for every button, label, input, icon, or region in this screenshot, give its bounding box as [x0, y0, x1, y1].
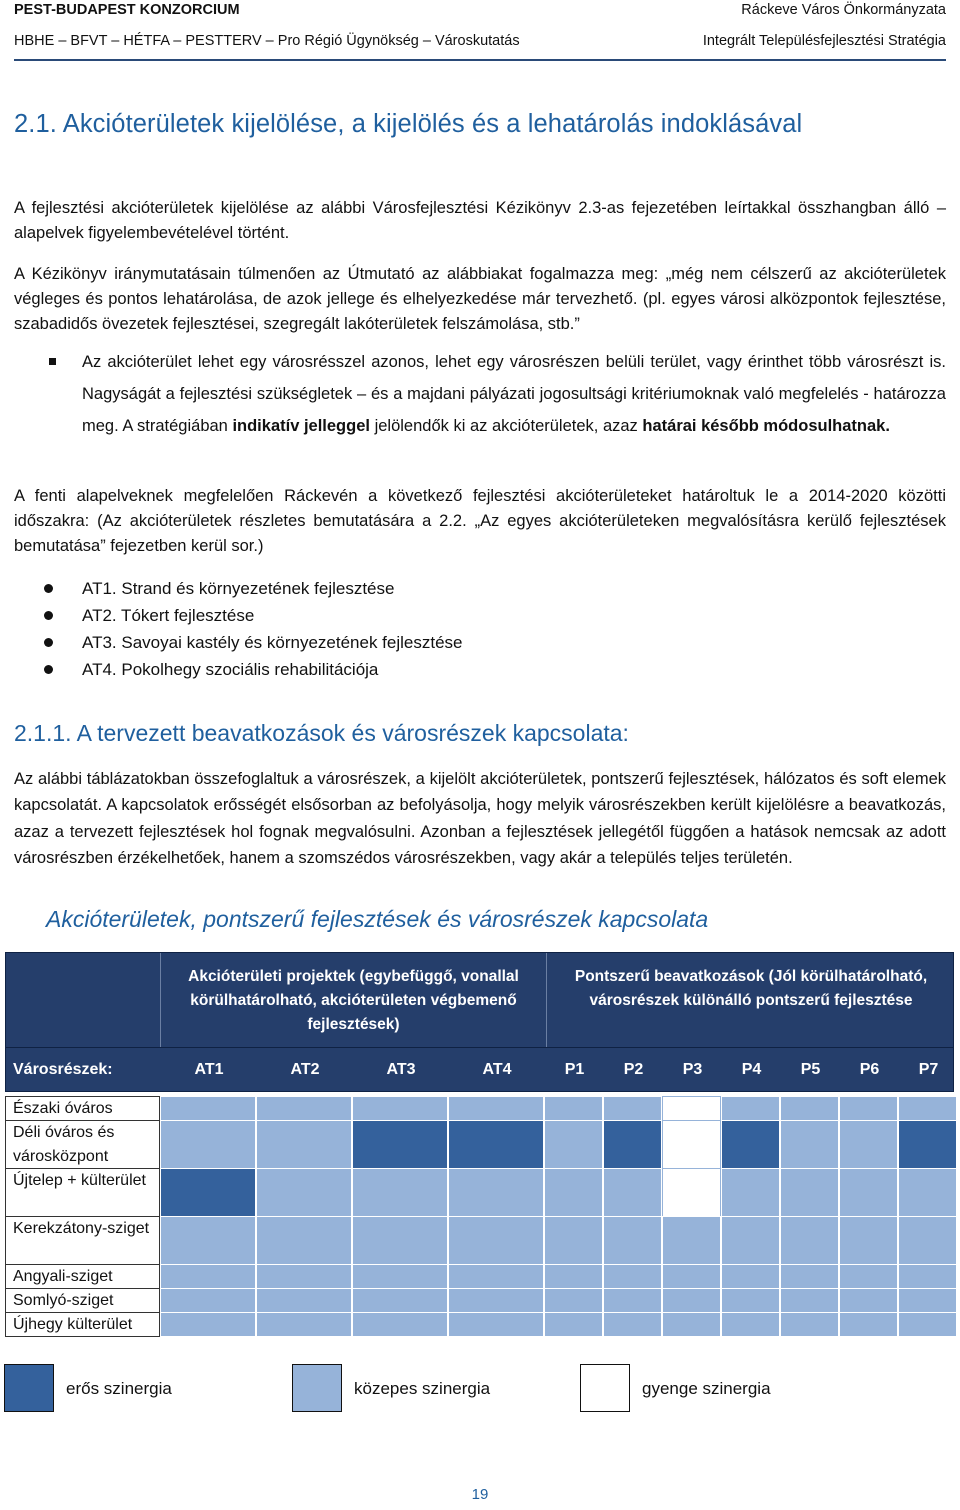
synergy-cell-m	[256, 1288, 352, 1313]
header-rule	[14, 59, 946, 61]
synergy-cell-w	[662, 1096, 721, 1121]
list-item: AT4. Pokolhegy szociális rehabilitációja	[44, 656, 462, 683]
column-header-p4: P4	[741, 1061, 762, 1078]
page-header	[14, 0, 946, 60]
table-column-header	[5, 1048, 954, 1092]
synergy-cell-m	[780, 1096, 839, 1121]
table-group-header	[5, 952, 954, 1048]
synergy-cell-m	[898, 1096, 957, 1121]
bullet-text-a: Az akcióterület lehet egy városrésszel azonos, lehet egy városrészen belüli terület, vagy érinthet több városrészt is. Nagyságát a fejlesztési szükségletek – és a majdani pályázati jogosultsági kritériumoknak való megfelelés - határozza meg. A stratégiában	[82, 353, 946, 435]
paragraph-4: Az alábbi táblázatokban összefoglaltuk a városrészek, a kijelölt akcióterületek, pontszerű fejlesztések, hálózatos és soft elemek kapcsolatát. A kapcsolatok erősségét elsősorban az befolyásolja, hogy melyik városrészekben került kijelölésre a beavatkozás, azaz a tervezett fejlesztések hol fognak megvalósulni. Azonban a fejlesztések jellegétől függően a hatások nemcsak az adott városrészben érzékelhetőek, hanem a szomszédos városrészekben, vagy akár a település teljes területén.	[14, 770, 946, 868]
synergy-cell-m	[839, 1288, 898, 1313]
synergy-cell-m	[256, 1264, 352, 1289]
subsection-heading: 2.1.1. A tervezett beavatkozások és városrészek kapcsolata:	[14, 720, 629, 746]
synergy-cell-m	[839, 1312, 898, 1337]
bullet-icon	[44, 665, 53, 674]
column-header-p3: P3	[682, 1061, 703, 1078]
group-header-action-areas: Akcióterületi projektek (egybefüggő, vonallal körülhatárolható, akcióterületen végbemenő fejlesztések)	[188, 968, 519, 1033]
list-item: AT1. Strand és környezetének fejlesztése	[44, 575, 462, 602]
legend-swatch-s	[4, 1364, 54, 1412]
synergy-cell-m	[160, 1288, 256, 1313]
synergy-cell-m	[721, 1312, 780, 1337]
synergy-cell-m	[839, 1096, 898, 1121]
table-row-label: Újhegy külterület	[5, 1312, 160, 1337]
synergy-cell-m	[544, 1120, 603, 1169]
column-header-p1: P1	[564, 1061, 585, 1078]
list-item: AT2. Tókert fejlesztése	[44, 602, 462, 629]
square-bullet-icon	[49, 358, 56, 365]
synergy-cell-m	[721, 1096, 780, 1121]
synergy-cell-m	[721, 1168, 780, 1217]
paragraph-3: A fenti alapelveknek megfelelően Ráckevén a következő fejlesztési akcióterületeket határoltuk le a 2014-2020 közötti időszakra: (Az akcióterületek részletes bemutatására a 2.2. „Az egyes akcióterületeken megvalósításra kerülő fejlesztések bemutatása” fejezetben kerül sor.)	[14, 487, 946, 555]
synergy-cell-m	[898, 1288, 957, 1313]
synergy-cell-s	[898, 1120, 957, 1169]
synergy-cell-s	[721, 1120, 780, 1169]
row-header-label: Városrészek:	[13, 1061, 113, 1078]
synergy-cell-m	[780, 1120, 839, 1169]
column-header-p5: P5	[800, 1061, 821, 1078]
paragraph-2: A Kézikönyv iránymutatásain túlmenően az Útmutató az alábbiakat fogalmazza meg: „még nem célszerű az akcióterületek végleges és pontos lehatárolása, de azok jellege és elhelyezkedése már tervezhető. (pl. egyes városi alközpontok fejlesztése, szabadidős övezetek fejlesztései, szegregált lakóterületek felszámolása, stb.”	[14, 265, 946, 333]
synergy-cell-s	[160, 1168, 256, 1217]
column-header-p7: P7	[918, 1061, 939, 1078]
synergy-cell-m	[780, 1216, 839, 1265]
square-bullet	[46, 346, 946, 442]
legend-swatch-w	[580, 1364, 630, 1412]
synergy-cell-m	[352, 1288, 448, 1313]
synergy-cell-m	[898, 1264, 957, 1289]
synergy-cell-m	[352, 1168, 448, 1217]
synergy-cell-m	[603, 1288, 662, 1313]
synergy-cell-m	[662, 1264, 721, 1289]
synergy-cell-m	[839, 1216, 898, 1265]
legend-swatch-m	[292, 1364, 342, 1412]
synergy-cell-s	[603, 1120, 662, 1169]
synergy-cell-m	[160, 1216, 256, 1265]
synergy-cell-m	[448, 1216, 544, 1265]
table-row-label: Északi óváros	[5, 1096, 160, 1121]
legend-label: erős szinergia	[66, 1379, 172, 1398]
synergy-cell-m	[256, 1096, 352, 1121]
synergy-cell-m	[721, 1288, 780, 1313]
synergy-cell-m	[780, 1264, 839, 1289]
paragraph-1: A fejlesztési akcióterületek kijelölése az alábbi Városfejlesztési Kézikönyv 2.3-as fejezetében leírtakkal összhangban álló – alapelvek figyelembevételével történt.	[14, 199, 946, 242]
synergy-cell-m	[544, 1288, 603, 1313]
synergy-cell-m	[352, 1264, 448, 1289]
synergy-cell-s	[352, 1120, 448, 1169]
table-row-label: Déli óváros és városközpont	[5, 1120, 160, 1169]
column-header-at4: AT4	[482, 1061, 512, 1078]
synergy-cell-m	[544, 1216, 603, 1265]
synergy-cell-m	[721, 1216, 780, 1265]
synergy-cell-m	[160, 1096, 256, 1121]
synergy-cell-m	[448, 1288, 544, 1313]
synergy-cell-m	[544, 1312, 603, 1337]
synergy-cell-m	[256, 1312, 352, 1337]
bullet-text-c: jelölendők ki az akcióterületek, azaz	[369, 417, 643, 435]
bullet-text-d: határai később módosulhatnak.	[642, 417, 890, 435]
synergy-cell-m	[448, 1096, 544, 1121]
legend-label: közepes szinergia	[354, 1379, 491, 1398]
synergy-cell-m	[603, 1312, 662, 1337]
bullet-icon	[44, 638, 53, 647]
header-doc: Integrált Településfejlesztési Stratégia	[702, 33, 946, 49]
synergy-cell-m	[448, 1168, 544, 1217]
synergy-cell-m	[839, 1168, 898, 1217]
synergy-cell-m	[662, 1288, 721, 1313]
synergy-cell-m	[898, 1312, 957, 1337]
synergy-cell-m	[352, 1216, 448, 1265]
synergy-cell-w	[662, 1120, 721, 1169]
bullet-text-b: indikatív jelleggel	[232, 417, 370, 435]
synergy-cell-m	[662, 1216, 721, 1265]
synergy-cell-m	[839, 1264, 898, 1289]
synergy-cell-m	[603, 1264, 662, 1289]
synergy-cell-m	[160, 1312, 256, 1337]
section-heading: 2.1. Akcióterületek kijelölése, a kijelölés és a lehatárolás indoklásával	[14, 110, 803, 138]
table-row-label: Somlyó-sziget	[5, 1288, 160, 1313]
header-partners: HBHE – BFVT – HÉTFA – PESTTERV – Pro Régió Ügynökség – Városkutatás	[14, 33, 520, 49]
synergy-cell-m	[780, 1168, 839, 1217]
list-item: AT3. Savoyai kastély és környezetének fejlesztése	[44, 629, 462, 656]
synergy-cell-m	[352, 1096, 448, 1121]
synergy-cell-m	[448, 1312, 544, 1337]
synergy-cell-m	[160, 1120, 256, 1169]
legend-label: gyenge szinergia	[642, 1379, 771, 1398]
page-number: 19	[471, 1486, 489, 1503]
column-header-at1: AT1	[194, 1061, 224, 1078]
synergy-cell-m	[544, 1096, 603, 1121]
synergy-cell-m	[780, 1288, 839, 1313]
synergy-cell-m	[544, 1168, 603, 1217]
table-row-label: Újtelep + külterület	[5, 1168, 160, 1217]
synergy-cell-m	[603, 1168, 662, 1217]
synergy-cell-m	[780, 1312, 839, 1337]
column-header-p6: P6	[859, 1061, 880, 1078]
synergy-cell-m	[898, 1216, 957, 1265]
synergy-cell-m	[256, 1216, 352, 1265]
table-row-label: Angyali-sziget	[5, 1264, 160, 1289]
synergy-cell-m	[448, 1264, 544, 1289]
synergy-cell-s	[448, 1120, 544, 1169]
synergy-cell-m	[256, 1168, 352, 1217]
synergy-cell-m	[839, 1120, 898, 1169]
synergy-cell-m	[544, 1264, 603, 1289]
bullet-icon	[44, 611, 53, 620]
synergy-cell-m	[160, 1264, 256, 1289]
column-header-p2: P2	[623, 1061, 644, 1078]
synergy-cell-m	[256, 1120, 352, 1169]
header-client: Ráckeve Város Önkormányzata	[741, 2, 946, 18]
synergy-cell-m	[352, 1312, 448, 1337]
synergy-cell-m	[662, 1312, 721, 1337]
synergy-cell-m	[898, 1168, 957, 1217]
header-org: PEST-BUDAPEST KONZORCIUM	[14, 2, 240, 18]
legend	[0, 1364, 960, 1414]
table-title: Akcióterületek, pontszerű fejlesztések és városrészek kapcsolata	[46, 906, 709, 932]
table-row-label: Kerekzátony-sziget	[5, 1216, 160, 1265]
group-header-point-interventions: Pontszerű beavatkozások (Jól körülhatárolható, városrészek különálló pontszerű fejlesztése	[574, 968, 928, 1009]
column-header-at3: AT3	[386, 1061, 416, 1078]
synergy-cell-w	[662, 1168, 721, 1217]
synergy-cell-m	[603, 1216, 662, 1265]
column-header-at2: AT2	[290, 1061, 320, 1078]
action-area-list	[44, 575, 462, 683]
synergy-cell-m	[721, 1264, 780, 1289]
bullet-icon	[44, 584, 53, 593]
synergy-cell-m	[603, 1096, 662, 1121]
